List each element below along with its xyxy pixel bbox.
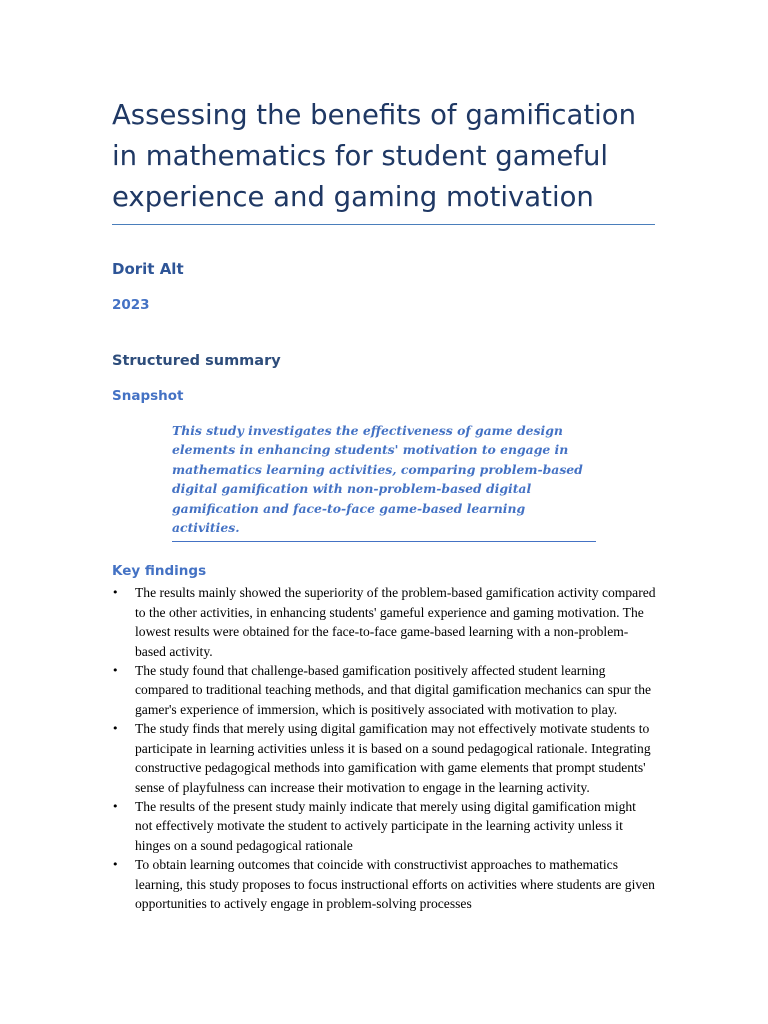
publication-year: 2023	[112, 297, 150, 313]
bullet-icon: •	[112, 586, 119, 600]
bullet-icon: •	[112, 858, 119, 872]
bullet-icon: •	[112, 722, 119, 736]
bullet-icon: •	[112, 664, 119, 678]
bullet-icon: •	[112, 799, 119, 813]
key-finding-item	[112, 661, 656, 719]
author-name: Dorit Alt	[112, 260, 184, 278]
key-finding-text: The study found that challenge-based gamification positively affected student learning compared to traditional teaching methods, and that digital gamification mechanics can spur the gamer's experience of immersion, which is positively associated with motivation to play.	[135, 663, 652, 717]
key-finding-item	[112, 719, 656, 797]
key-finding-item	[112, 583, 656, 661]
snapshot-heading: Snapshot	[112, 388, 184, 404]
key-finding-item	[112, 797, 656, 855]
key-finding-item	[112, 855, 656, 913]
key-finding-text: To obtain learning outcomes that coincide with constructivist approaches to mathematics learning, this study proposes to focus instructional efforts on activities where students are given opportunities to actively engage in problem-solving processes	[135, 857, 655, 911]
structured-summary-heading: Structured summary	[112, 353, 281, 369]
key-finding-text: The results of the present study mainly indicate that merely using digital gamification might not effectively motivate the student to actively participate in the learning activity unless it hinges on a sound pedagogical rationale	[135, 798, 636, 853]
key-finding-text: The results mainly showed the superiority of the problem-based gamification activity compared to the other activities, in enhancing students' gameful experience and gaming motivation. The lowest results were obtained for the face-to-face game-based learning with a non-problem-based activity.	[135, 585, 656, 659]
document-title: Assessing the benefits of gamification in mathematics for student gameful experience and gaming motivation	[112, 99, 637, 213]
key-finding-text: The study finds that merely using digital gamification may not effectively motivate students to participate in learning activities unless it is based on a sound pedagogical rationale. Integrating constructive pedagogical methods into gamification with game elements that prompt students' sense of playfulness can increase their motivation to engage in the learning activity.	[135, 721, 651, 795]
key-findings-list	[112, 583, 656, 913]
snapshot-quote: This study investigates the effectiveness of game design elements in enhancing students' motivation to engage in mathematics learning activities, comparing problem-based digital gamification with non-problem-based digital gamification and face-to-face game-based learning activities.	[172, 421, 596, 542]
key-findings-heading: Key findings	[112, 563, 207, 580]
